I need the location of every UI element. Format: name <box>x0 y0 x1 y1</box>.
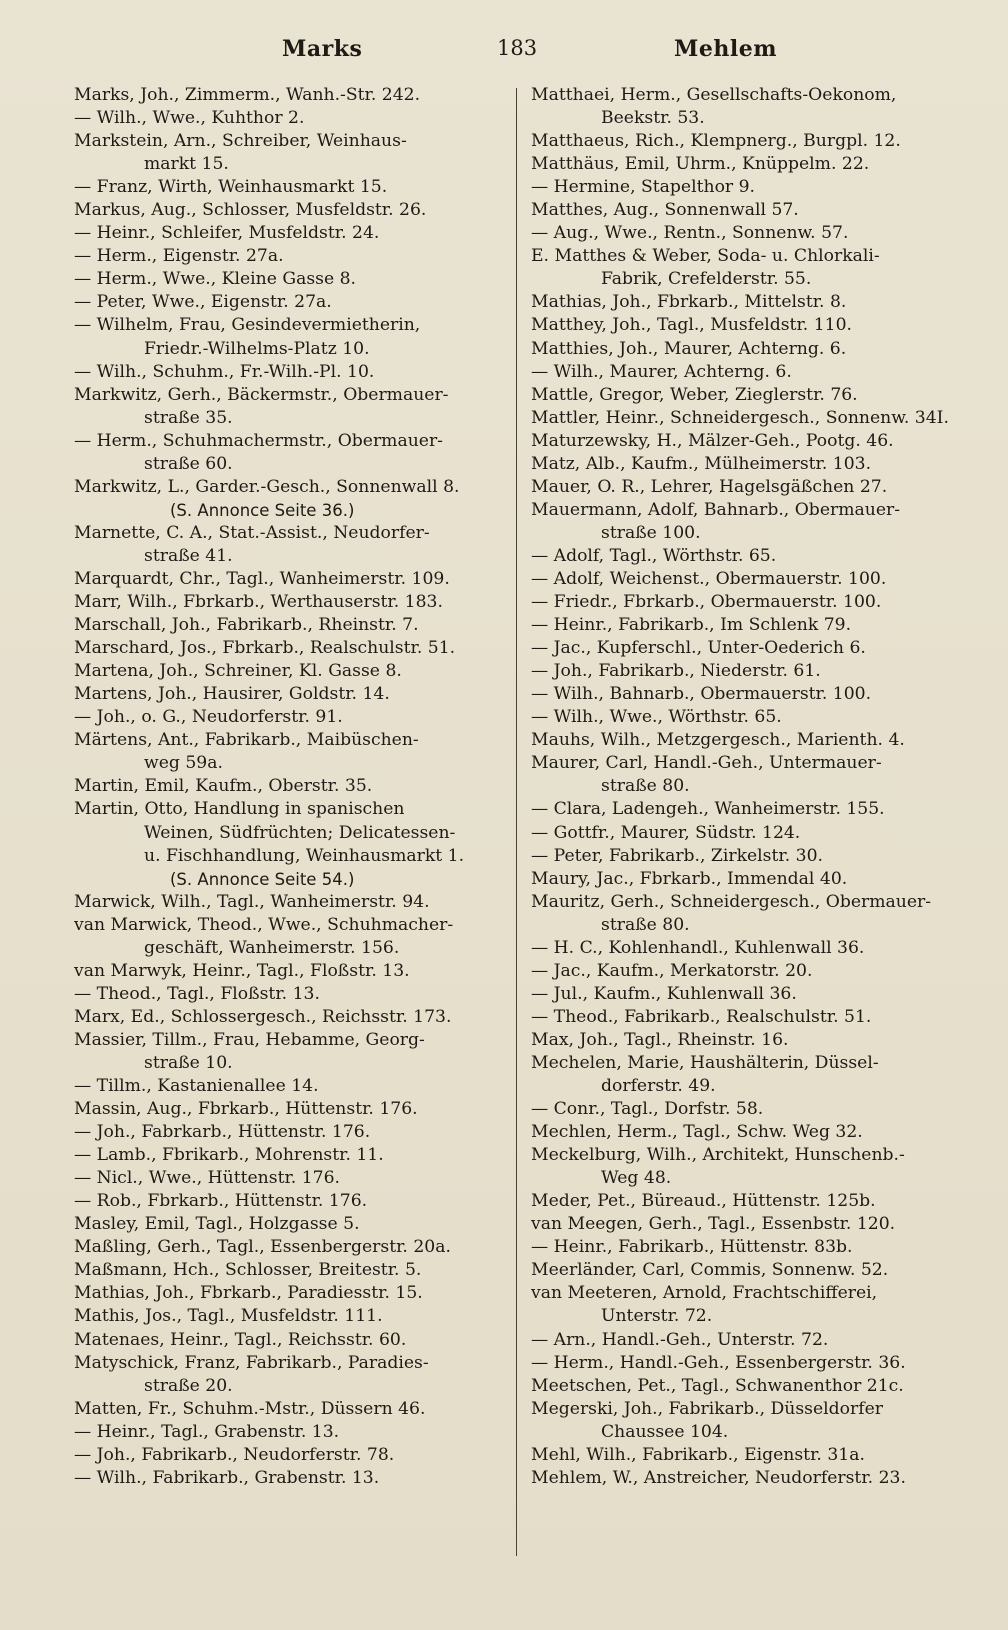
directory-entry: van Marwyk, Heinr., Tagl., Floßstr. 13. <box>74 960 410 981</box>
directory-entry: — Tillm., Kastanienallee 14. <box>74 1076 319 1097</box>
entry-continuation: straße 100. <box>601 522 701 543</box>
directory-entry: — Wilh., Bahnarb., Obermauerstr. 100. <box>531 684 872 705</box>
directory-entry: van Meeteren, Arnold, Frachtschifferei, <box>531 1283 878 1304</box>
directory-entry: Max, Joh., Tagl., Rheinstr. 16. <box>531 1029 789 1050</box>
directory-entry: — Wilhelm, Frau, Gesindevermietherin, <box>74 315 421 336</box>
directory-entry: — Rob., Fbrkarb., Hüttenstr. 176. <box>74 1191 368 1212</box>
entry-continuation: dorferstr. 49. <box>601 1076 716 1097</box>
directory-entry: — H. C., Kohlenhandl., Kuhlenwall 36. <box>531 937 865 958</box>
directory-entry: — Herm., Schuhmachermstr., Obermauer- <box>74 430 443 451</box>
directory-entry: Matthäus, Emil, Uhrm., Knüppelm. 22. <box>531 154 870 175</box>
directory-entry: Martens, Joh., Hausirer, Goldstr. 14. <box>74 684 390 705</box>
directory-entry: Maury, Jac., Fbrkarb., Immendal 40. <box>531 868 848 889</box>
directory-entry: — Wilh., Maurer, Achterng. 6. <box>531 361 792 382</box>
directory-entry: Mathis, Jos., Tagl., Musfeldstr. 111. <box>74 1306 383 1327</box>
entry-continuation: weg 59a. <box>144 753 223 774</box>
directory-entry: Mattle, Gregor, Weber, Zieglerstr. 76. <box>531 384 858 405</box>
directory-entry: — Joh., Fabrkarb., Hüttenstr. 176. <box>74 1122 371 1143</box>
directory-entry: Markwitz, L., Garder.-Gesch., Sonnenwall 8. <box>74 476 460 497</box>
directory-entry: — Jul., Kaufm., Kuhlenwall 36. <box>531 983 797 1004</box>
directory-entry: Massier, Tillm., Frau, Hebamme, Georg- <box>74 1029 425 1050</box>
directory-entry: Matz, Alb., Kaufm., Mülheimerstr. 103. <box>531 453 872 474</box>
directory-entry: Markstein, Arn., Schreiber, Weinhaus- <box>74 131 407 152</box>
directory-entry: E. Matthes & Weber, Soda- u. Chlorkali- <box>531 246 880 267</box>
directory-entry: — Jac., Kupferschl., Unter-Oederich 6. <box>531 638 866 659</box>
header-left-word: Marks <box>282 36 363 62</box>
directory-entry: — Arn., Handl.-Geh., Unterstr. 72. <box>531 1329 829 1350</box>
directory-entry: Mechlen, Herm., Tagl., Schw. Weg 32. <box>531 1122 863 1143</box>
directory-entry: Maßling, Gerh., Tagl., Essenbergerstr. 20a. <box>74 1237 451 1258</box>
directory-entry: van Marwick, Theod., Wwe., Schuhmacher- <box>74 914 454 935</box>
directory-entry: — Herm., Handl.-Geh., Essenbergerstr. 36. <box>531 1352 906 1373</box>
directory-entry: Marx, Ed., Schlossergesch., Reichsstr. 173. <box>74 1006 452 1027</box>
entry-continuation: Fabrik, Crefelderstr. 55. <box>601 269 812 290</box>
directory-entry: Marwick, Wilh., Tagl., Wanheimerstr. 94. <box>74 891 430 912</box>
right-column <box>531 84 969 1490</box>
directory-entry: — Joh., o. G., Neudorferstr. 91. <box>74 707 343 728</box>
entry-continuation: markt 15. <box>144 154 229 175</box>
directory-entry: Mehl, Wilh., Fabrikarb., Eigenstr. 31a. <box>531 1444 865 1465</box>
directory-entry: Matthey, Joh., Tagl., Musfeldstr. 110. <box>531 315 852 336</box>
directory-entry: — Wilh., Wwe., Kuhthor 2. <box>74 108 305 129</box>
directory-entry: Mauhs, Wilh., Metzgergesch., Marienth. 4. <box>531 730 905 751</box>
directory-entry: — Theod., Fabrikarb., Realschulstr. 51. <box>531 1006 872 1027</box>
directory-entry: Meetschen, Pet., Tagl., Schwanenthor 21c. <box>531 1375 904 1396</box>
directory-entry: Mauer, O. R., Lehrer, Hagelsgäßchen 27. <box>531 476 888 497</box>
entry-continuation: straße 60. <box>144 453 233 474</box>
directory-entry: Martin, Otto, Handlung in spanischen <box>74 799 405 820</box>
directory-entry: — Wilh., Wwe., Wörthstr. 65. <box>531 707 782 728</box>
directory-entry: Matyschick, Franz, Fabrikarb., Paradies- <box>74 1352 429 1373</box>
page-number: 183 <box>497 36 538 60</box>
directory-entry: — Joh., Fabrikarb., Neudorferstr. 78. <box>74 1444 395 1465</box>
directory-entry: Martin, Emil, Kaufm., Oberstr. 35. <box>74 776 373 797</box>
directory-entry: — Nicl., Wwe., Hüttenstr. 176. <box>74 1168 341 1189</box>
annonce-note: (S. Annonce Seite 36.) <box>170 500 355 520</box>
directory-entry: van Meegen, Gerh., Tagl., Essenbstr. 120. <box>531 1214 896 1235</box>
column-divider <box>516 88 517 1556</box>
directory-entry: Meckelburg, Wilh., Architekt, Hunschenb.- <box>531 1145 905 1166</box>
directory-entry: — Adolf, Tagl., Wörthstr. 65. <box>531 545 777 566</box>
directory-entry: — Adolf, Weichenst., Obermauerstr. 100. <box>531 568 887 589</box>
entry-continuation: straße 80. <box>601 914 690 935</box>
directory-entry: Märtens, Ant., Fabrikarb., Maibüschen- <box>74 730 419 751</box>
directory-entry: — Gottfr., Maurer, Südstr. 124. <box>531 822 801 843</box>
directory-entry: Mauermann, Adolf, Bahnarb., Obermauer- <box>531 499 901 520</box>
directory-entry: — Aug., Wwe., Rentn., Sonnenw. 57. <box>531 223 849 244</box>
directory-entry: Marquardt, Chr., Tagl., Wanheimerstr. 109. <box>74 568 450 589</box>
entry-continuation: geschäft, Wanheimerstr. 156. <box>144 937 400 958</box>
left-column <box>74 84 502 1490</box>
directory-entry: — Heinr., Tagl., Grabenstr. 13. <box>74 1421 340 1442</box>
page-header <box>0 36 1008 72</box>
directory-entry: — Lamb., Fbrikarb., Mohrenstr. 11. <box>74 1145 384 1166</box>
directory-entry: — Herm., Eigenstr. 27a. <box>74 246 284 267</box>
header-right-word: Mehlem <box>674 36 777 62</box>
directory-entry: Mauritz, Gerh., Schneidergesch., Obermauer- <box>531 891 932 912</box>
directory-entry: Mattler, Heinr., Schneidergesch., Sonnenw. 34I. <box>531 407 949 428</box>
directory-entry: Martena, Joh., Schreiner, Kl. Gasse 8. <box>74 661 402 682</box>
directory-entry: Matthaeus, Rich., Klempnerg., Burgpl. 12. <box>531 131 901 152</box>
directory-entry: — Clara, Ladengeh., Wanheimerstr. 155. <box>531 799 885 820</box>
entry-continuation: straße 41. <box>144 545 233 566</box>
directory-entry: Massin, Aug., Fbrkarb., Hüttenstr. 176. <box>74 1099 418 1120</box>
entry-continuation: straße 35. <box>144 407 233 428</box>
directory-entry: Maßmann, Hch., Schlosser, Breitestr. 5. <box>74 1260 422 1281</box>
directory-entry: Marr, Wilh., Fbrkarb., Werthauserstr. 183. <box>74 592 443 613</box>
directory-entry: Meerländer, Carl, Commis, Sonnenw. 52. <box>531 1260 889 1281</box>
directory-entry: — Theod., Tagl., Floßstr. 13. <box>74 983 320 1004</box>
directory-entry: Matenaes, Heinr., Tagl., Reichsstr. 60. <box>74 1329 407 1350</box>
entry-continuation: Chaussee 104. <box>601 1421 729 1442</box>
entry-continuation: Weinen, Südfrüchten; Delicatessen- <box>144 822 456 843</box>
directory-entry: — Herm., Wwe., Kleine Gasse 8. <box>74 269 357 290</box>
directory-entry: Megerski, Joh., Fabrikarb., Düsseldorfer <box>531 1398 883 1419</box>
directory-entry: Markwitz, Gerh., Bäckermstr., Obermauer- <box>74 384 449 405</box>
directory-entry: Matten, Fr., Schuhm.-Mstr., Düssern 46. <box>74 1398 426 1419</box>
directory-entry: Maurer, Carl, Handl.-Geh., Untermauer- <box>531 753 882 774</box>
entry-continuation: Weg 48. <box>601 1168 672 1189</box>
directory-entry: — Hermine, Stapelthor 9. <box>531 177 755 198</box>
entry-continuation: straße 10. <box>144 1052 233 1073</box>
entry-continuation: u. Fischhandlung, Weinhausmarkt 1. <box>144 845 465 866</box>
directory-entry: Matthes, Aug., Sonnenwall 57. <box>531 200 799 221</box>
directory-entry: Matthaei, Herm., Gesellschafts-Oekonom, <box>531 85 897 105</box>
directory-entry: Marks, Joh., Zimmerm., Wanh.-Str. 242. <box>74 85 421 105</box>
directory-entry: — Jac., Kaufm., Merkatorstr. 20. <box>531 960 813 981</box>
directory-entry: Mathias, Joh., Fbrkarb., Mittelstr. 8. <box>531 292 847 313</box>
directory-entry: Mechelen, Marie, Haushälterin, Düssel- <box>531 1052 879 1073</box>
directory-entry: — Wilh., Schuhm., Fr.-Wilh.-Pl. 10. <box>74 361 375 382</box>
directory-entry: — Franz, Wirth, Weinhausmarkt 15. <box>74 177 388 198</box>
directory-entry: Maturzewsky, H., Mälzer-Geh., Pootg. 46. <box>531 430 894 451</box>
directory-entry: — Friedr., Fbrkarb., Obermauerstr. 100. <box>531 592 882 613</box>
directory-entry: — Heinr., Schleifer, Musfeldstr. 24. <box>74 223 380 244</box>
entry-continuation: Beekstr. 53. <box>601 108 705 129</box>
directory-entry: — Joh., Fabrikarb., Niederstr. 61. <box>531 661 821 682</box>
directory-entry: — Conr., Tagl., Dorfstr. 58. <box>531 1099 764 1120</box>
directory-entry: — Heinr., Fabrikarb., Hüttenstr. 83b. <box>531 1237 853 1258</box>
directory-entry: — Peter, Wwe., Eigenstr. 27a. <box>74 292 332 313</box>
directory-entry: Mathias, Joh., Fbrkarb., Paradiesstr. 15. <box>74 1283 423 1304</box>
directory-entry: Mehlem, W., Anstreicher, Neudorferstr. 23. <box>531 1467 906 1488</box>
directory-entry: Masley, Emil, Tagl., Holzgasse 5. <box>74 1214 360 1235</box>
directory-entry: — Heinr., Fabrikarb., Im Schlenk 79. <box>531 615 852 636</box>
directory-entry: — Peter, Fabrikarb., Zirkelstr. 30. <box>531 845 823 866</box>
directory-entry: Marschall, Joh., Fabrikarb., Rheinstr. 7. <box>74 615 419 636</box>
entry-continuation: Unterstr. 72. <box>601 1306 713 1327</box>
directory-entry: Marnette, C. A., Stat.-Assist., Neudorfer- <box>74 522 430 543</box>
directory-entry: Marschard, Jos., Fbrkarb., Realschulstr. 51. <box>74 638 456 659</box>
directory-entry: Meder, Pet., Büreaud., Hüttenstr. 125b. <box>531 1191 876 1212</box>
entry-continuation: Friedr.-Wilhelms-Platz 10. <box>144 338 370 359</box>
directory-entry: Matthies, Joh., Maurer, Achterng. 6. <box>531 338 847 359</box>
entry-continuation: straße 20. <box>144 1375 233 1396</box>
directory-entry: — Wilh., Fabrikarb., Grabenstr. 13. <box>74 1467 380 1488</box>
entry-continuation: straße 80. <box>601 776 690 797</box>
annonce-note: (S. Annonce Seite 54.) <box>170 869 355 889</box>
directory-entry: Markus, Aug., Schlosser, Musfeldstr. 26. <box>74 200 427 221</box>
